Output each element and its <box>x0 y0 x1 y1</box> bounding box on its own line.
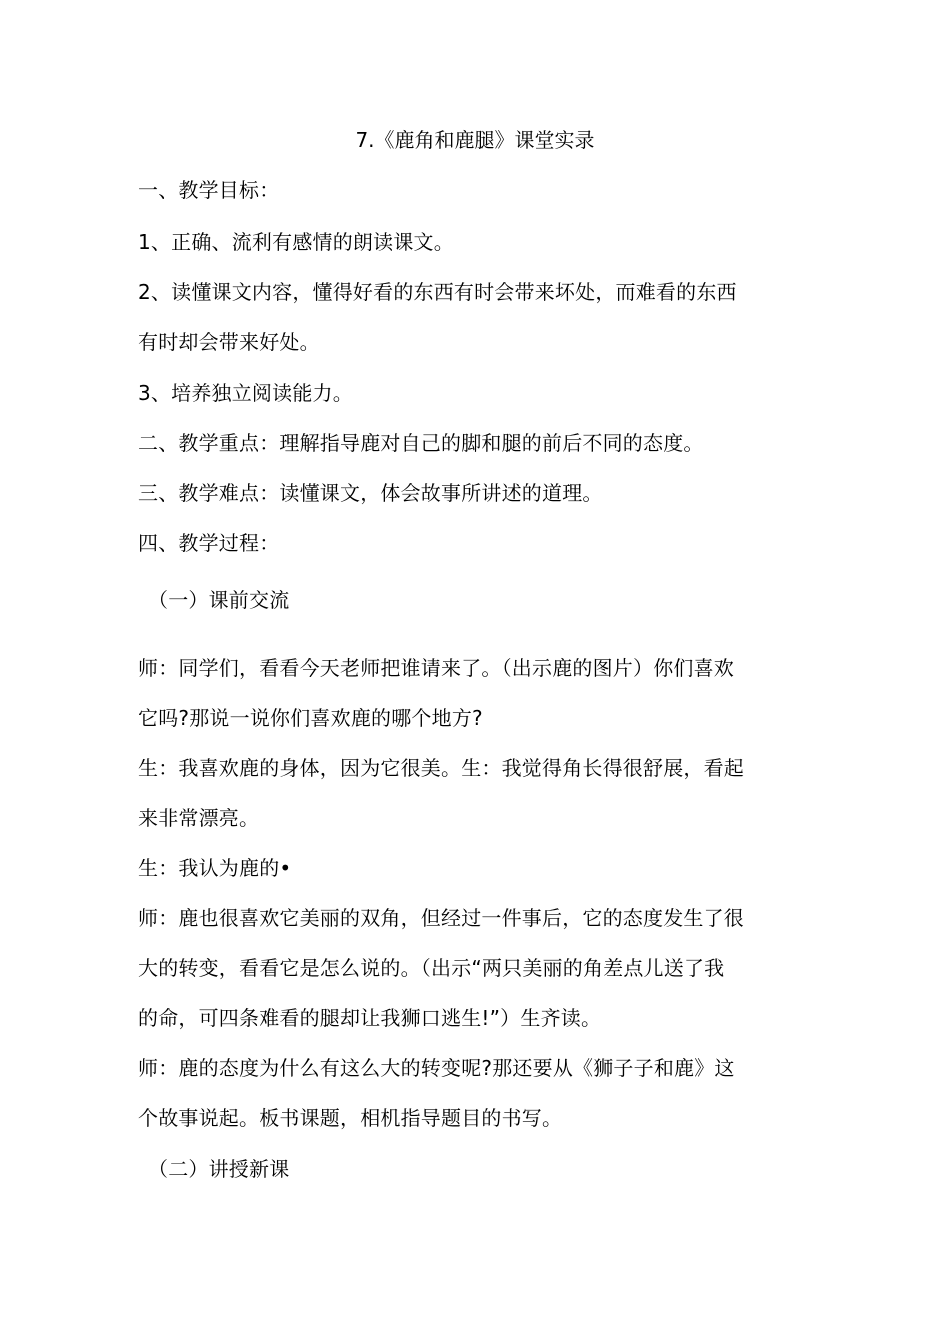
dialogue-line: 生：我认为鹿的• <box>138 856 292 880</box>
dialogue-line: 大的转变，看看它是怎么说的。（出示“两只美丽的角差点儿送了我 <box>138 956 725 980</box>
dialogue-line: 个故事说起。板书课题，相机指导题目的书写。 <box>138 1106 563 1130</box>
document-title: 7.《鹿角和鹿腿》课堂实录 <box>355 128 595 152</box>
dialogue-line: 师：鹿也很喜欢它美丽的双角，但经过一件事后，它的态度发生了很 <box>138 906 744 930</box>
section-heading-key-points: 二、教学重点：理解指导鹿对自己的脚和腿的前后不同的态度。 <box>138 431 704 455</box>
section-heading-difficulties: 三、教学难点：读懂课文，体会故事所讲述的道理。 <box>138 481 603 505</box>
objective-1: 1、正确、流利有感情的朗读课文。 <box>138 230 454 254</box>
dialogue-line: 的命，可四条难看的腿却让我狮口逃生!”）生齐读。 <box>138 1006 602 1030</box>
section-heading-process: 四、教学过程： <box>138 531 280 555</box>
objective-3: 3、培养独立阅读能力。 <box>138 381 353 405</box>
dialogue-line: 生：我喜欢鹿的身体，因为它很美。生：我觉得角长得很舒展，看起 <box>138 756 744 780</box>
dialogue-line: 师：鹿的态度为什么有这么大的转变呢?那还要从《狮子子和鹿》这 <box>138 1056 735 1080</box>
dialogue-line: 师：同学们，看看今天老师把谁请来了。（出示鹿的图片）你们喜欢 <box>138 656 734 680</box>
subsection-new-lesson: （二）讲授新课 <box>148 1157 290 1181</box>
dialogue-line: 来非常漂亮。 <box>138 806 260 830</box>
objective-2-line-1: 2、读懂课文内容，懂得好看的东西有时会带来坏处，而难看的东西 <box>138 280 737 304</box>
dialogue-line: 它吗?那说一说你们喜欢鹿的哪个地方? <box>138 706 483 730</box>
section-heading-objectives: 一、教学目标： <box>138 178 280 202</box>
objective-2-line-2: 有时却会带来好处。 <box>138 330 320 354</box>
subsection-pre-class: （一）课前交流 <box>148 588 290 612</box>
